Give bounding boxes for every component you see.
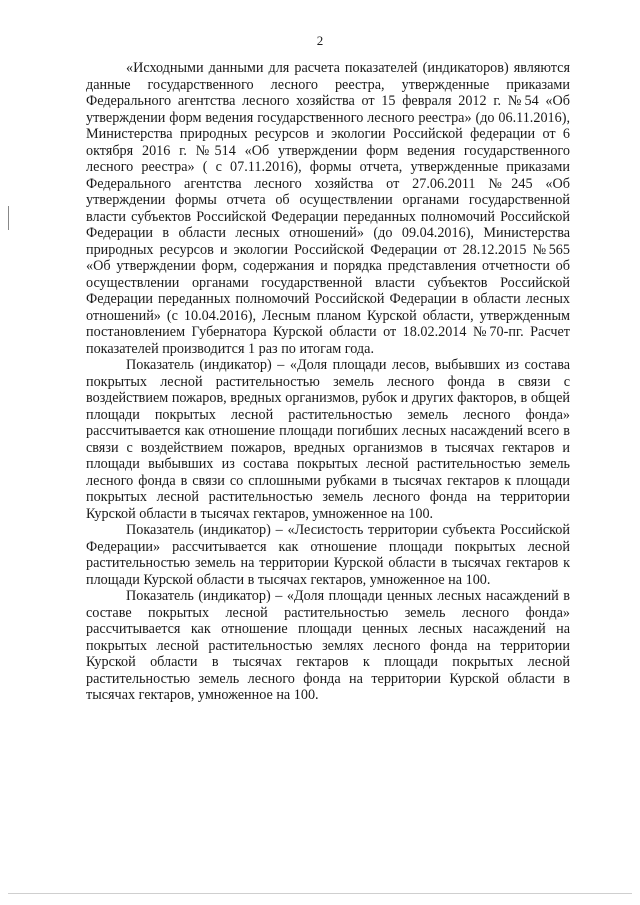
paragraph-source-data: «Исходными данными для расчета показателей (индикаторов) являются данные государственного лесного реестра, утвержденные приказами Федерального агентства лесного хозяйства от 15 февраля 2012 г. №54 «Об утверждении форм ведения государственного лесного реестра» (до 06.11.2016), Министерства природных ресурсов и экологии Российской федерации от 6 октября 2016 г. №514 «Об утверждении форм ведения государственного лесного реестра» ( с 07.11.2016), формы отчета, утвержденные приказами Федерального агентства лесного хозяйства от 27.06.2011 №245 «Об утверждении формы отчета об осуществлении органами государственной власти субъектов Российской Федерации переданных полномочий Российской Федерации в области лесных отношений» (до 09.04.2016), Министерства природных ресурсов и экологии Российской Федерации от 28.12.2015 №565 «Об утверждении форм, содержания и порядка представления отчетности об осуществлении органами государственной власти субъектов Российской Федерации переданных полномочий Российской Федерации в области лесных отношений» (с 10.04.2016), Лесным планом Курской области, утвержденным постановлением Губернатора Курской области от 18.02.2014 №70-пг. Расчет показателей производится 1 раз по итогам года. — [86, 60, 570, 357]
page-number: 2 — [316, 33, 324, 48]
document-body — [86, 60, 570, 704]
paragraph-indicator-valuable-stands: Показатель (индикатор) – «Доля площади ценных лесных насаждений в составе покрытых лесной растительностью земель лесного фонда» рассчитывается как отношение площади ценных лесных насаждений на покрытых лесной растительностью землях лесного фонда на территории Курской области в тысячах гектаров к площади покрытых лесной растительностью земель лесного фонда на территории Курской области в тысячах гектаров, умноженное на 100. — [86, 588, 570, 703]
paragraph-indicator-forest-loss: Показатель (индикатор) – «Доля площади лесов, выбывших из состава покрытых лесной растительностью земель лесного фонда в связи с воздействием пожаров, вредных организмов, рубок и других факторов, в общей площади покрытых лесной растительностью земель лесного фонда» рассчитывается как отношение площади погибших лесных насаждений всего в связи с воздействием пожаров, вредных организмов в тысячах гектаров и площади выбывших из состава покрытых лесной растительностью земель лесного фонда в связи со сплошными рубками в тысячах гектаров к площади покрытых лесной растительностью земель лесного фонда на территории Курской области в тысячах гектаров, умноженное на 100. — [86, 357, 570, 522]
page-bottom-edge — [8, 893, 632, 894]
paragraph-indicator-forest-cover: Показатель (индикатор) – «Лесистость территории субъекта Российской Федерации» рассчитывается как отношение площади покрытых лесной растительностью земель на территории Курской области в тысячах гектаров к площади Курской области в тысячах гектаров, умноженное на 100. — [86, 522, 570, 588]
scan-margin-mark — [8, 206, 9, 230]
